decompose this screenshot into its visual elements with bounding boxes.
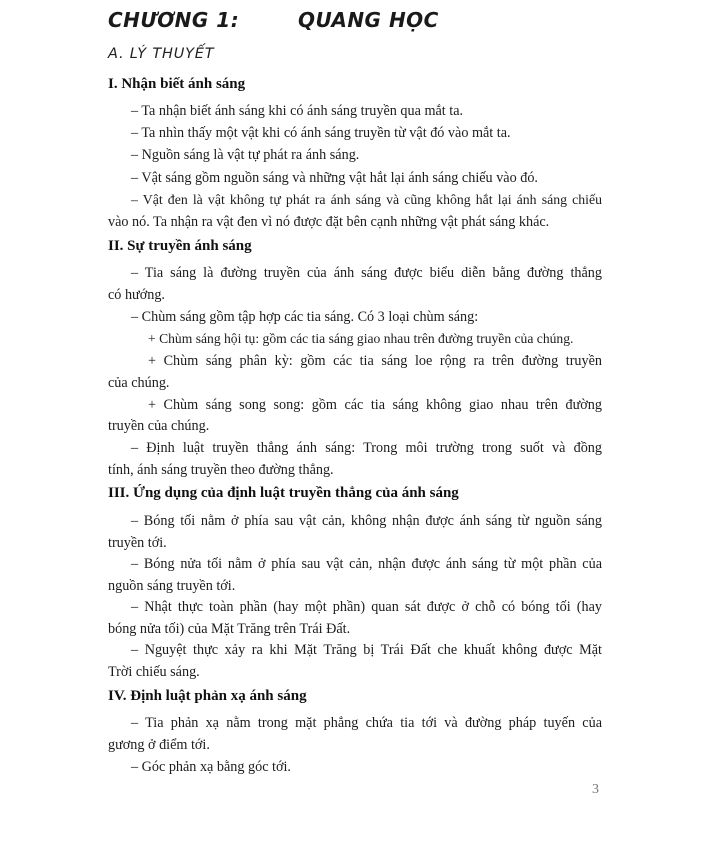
section-3-line: truyền tới. [108, 535, 167, 551]
section-2-line: – Tia sáng là đường truyền của ánh sáng được biểu diễn bằng đường thẳng [131, 265, 602, 281]
section-3-line: – Bóng tối nằm ở phía sau vật cản, không nhận được ánh sáng từ nguồn sáng [131, 513, 602, 529]
section-1-heading: I. Nhận biết ánh sáng [108, 76, 246, 92]
section-2-line: truyền của chúng. [108, 418, 210, 434]
section-3-line: – Nguyệt thực xảy ra khi Mặt Trăng bị Trái Đất che khuất không được Mặt [131, 642, 602, 658]
section-2-line: – Chùm sáng gồm tập hợp các tia sáng. Có 3 loại chùm sáng: [131, 309, 479, 325]
section-2-line: – Định luật truyền thẳng ánh sáng: Trong môi trường trong suốt và đồng [131, 440, 602, 456]
section-3-heading: III. Ứng dụng của định luật truyền thẳng của ánh sáng [108, 485, 459, 501]
section-1-line: – Ta nhìn thấy một vật khi có ánh sáng truyền từ vật đó vào mắt ta. [131, 125, 511, 141]
section-1-line: – Vật sáng gồm nguồn sáng và những vật hắt lại ánh sáng chiếu vào đó. [131, 170, 538, 186]
section-4-line: gương ở điểm tới. [108, 737, 210, 753]
section-2-heading: II. Sự truyền ánh sáng [108, 238, 252, 254]
section-3-line: Trời chiếu sáng. [108, 664, 200, 680]
section-3-line: bóng nửa tối) của Mặt Trăng trên Trái Đất. [108, 621, 351, 637]
section-2-line: có hướng. [108, 287, 165, 303]
section-2-line: + Chùm sáng phân kỳ: gồm các tia sáng loe rộng ra trên đường truyền [148, 353, 602, 369]
section-1-line: – Vật đen là vật không tự phát ra ánh sáng và cũng không hắt lại ánh sáng chiếu [131, 192, 602, 207]
section-4-heading: IV. Định luật phản xạ ánh sáng [108, 688, 307, 704]
section-1-line: – Nguồn sáng là vật tự phát ra ánh sáng. [131, 147, 360, 163]
part-heading: A. LÝ THUYẾT [108, 46, 215, 62]
chapter-title: QUANG HỌC [298, 8, 439, 32]
section-1-line: – Ta nhận biết ánh sáng khi có ánh sáng truyền qua mắt ta. [131, 103, 464, 119]
section-4-line: – Góc phản xạ bằng góc tới. [131, 759, 291, 775]
section-1-line: vào nó. Ta nhận ra vật đen vì nó được đặt bên cạnh những vật phát sáng khác. [108, 214, 550, 230]
section-2-line: + Chùm sáng hội tụ: gồm các tia sáng giao nhau trên đường truyền của chúng. [148, 331, 574, 346]
chapter-label: CHƯƠNG 1: [108, 8, 240, 32]
section-4-line: – Tia phản xạ nằm trong mặt phẳng chứa tia tới và đường pháp tuyến của [131, 715, 602, 731]
chapter-heading [108, 8, 628, 38]
section-2-line: của chúng. [108, 375, 170, 391]
section-3-line: nguồn sáng truyền tới. [108, 578, 236, 594]
section-2-line: + Chùm sáng song song: gồm các tia sáng không giao nhau trên đường [148, 397, 602, 413]
section-2-line: tính, ánh sáng truyền theo đường thẳng. [108, 462, 334, 478]
section-3-line: – Nhật thực toàn phần (hay một phần) quan sát được ở chỗ có bóng tối (hay [131, 599, 602, 615]
section-3-line: – Bóng nửa tối nằm ở phía sau vật cản, nhận được ánh sáng từ một phần của [131, 556, 602, 572]
page-number: 3 [592, 782, 599, 797]
